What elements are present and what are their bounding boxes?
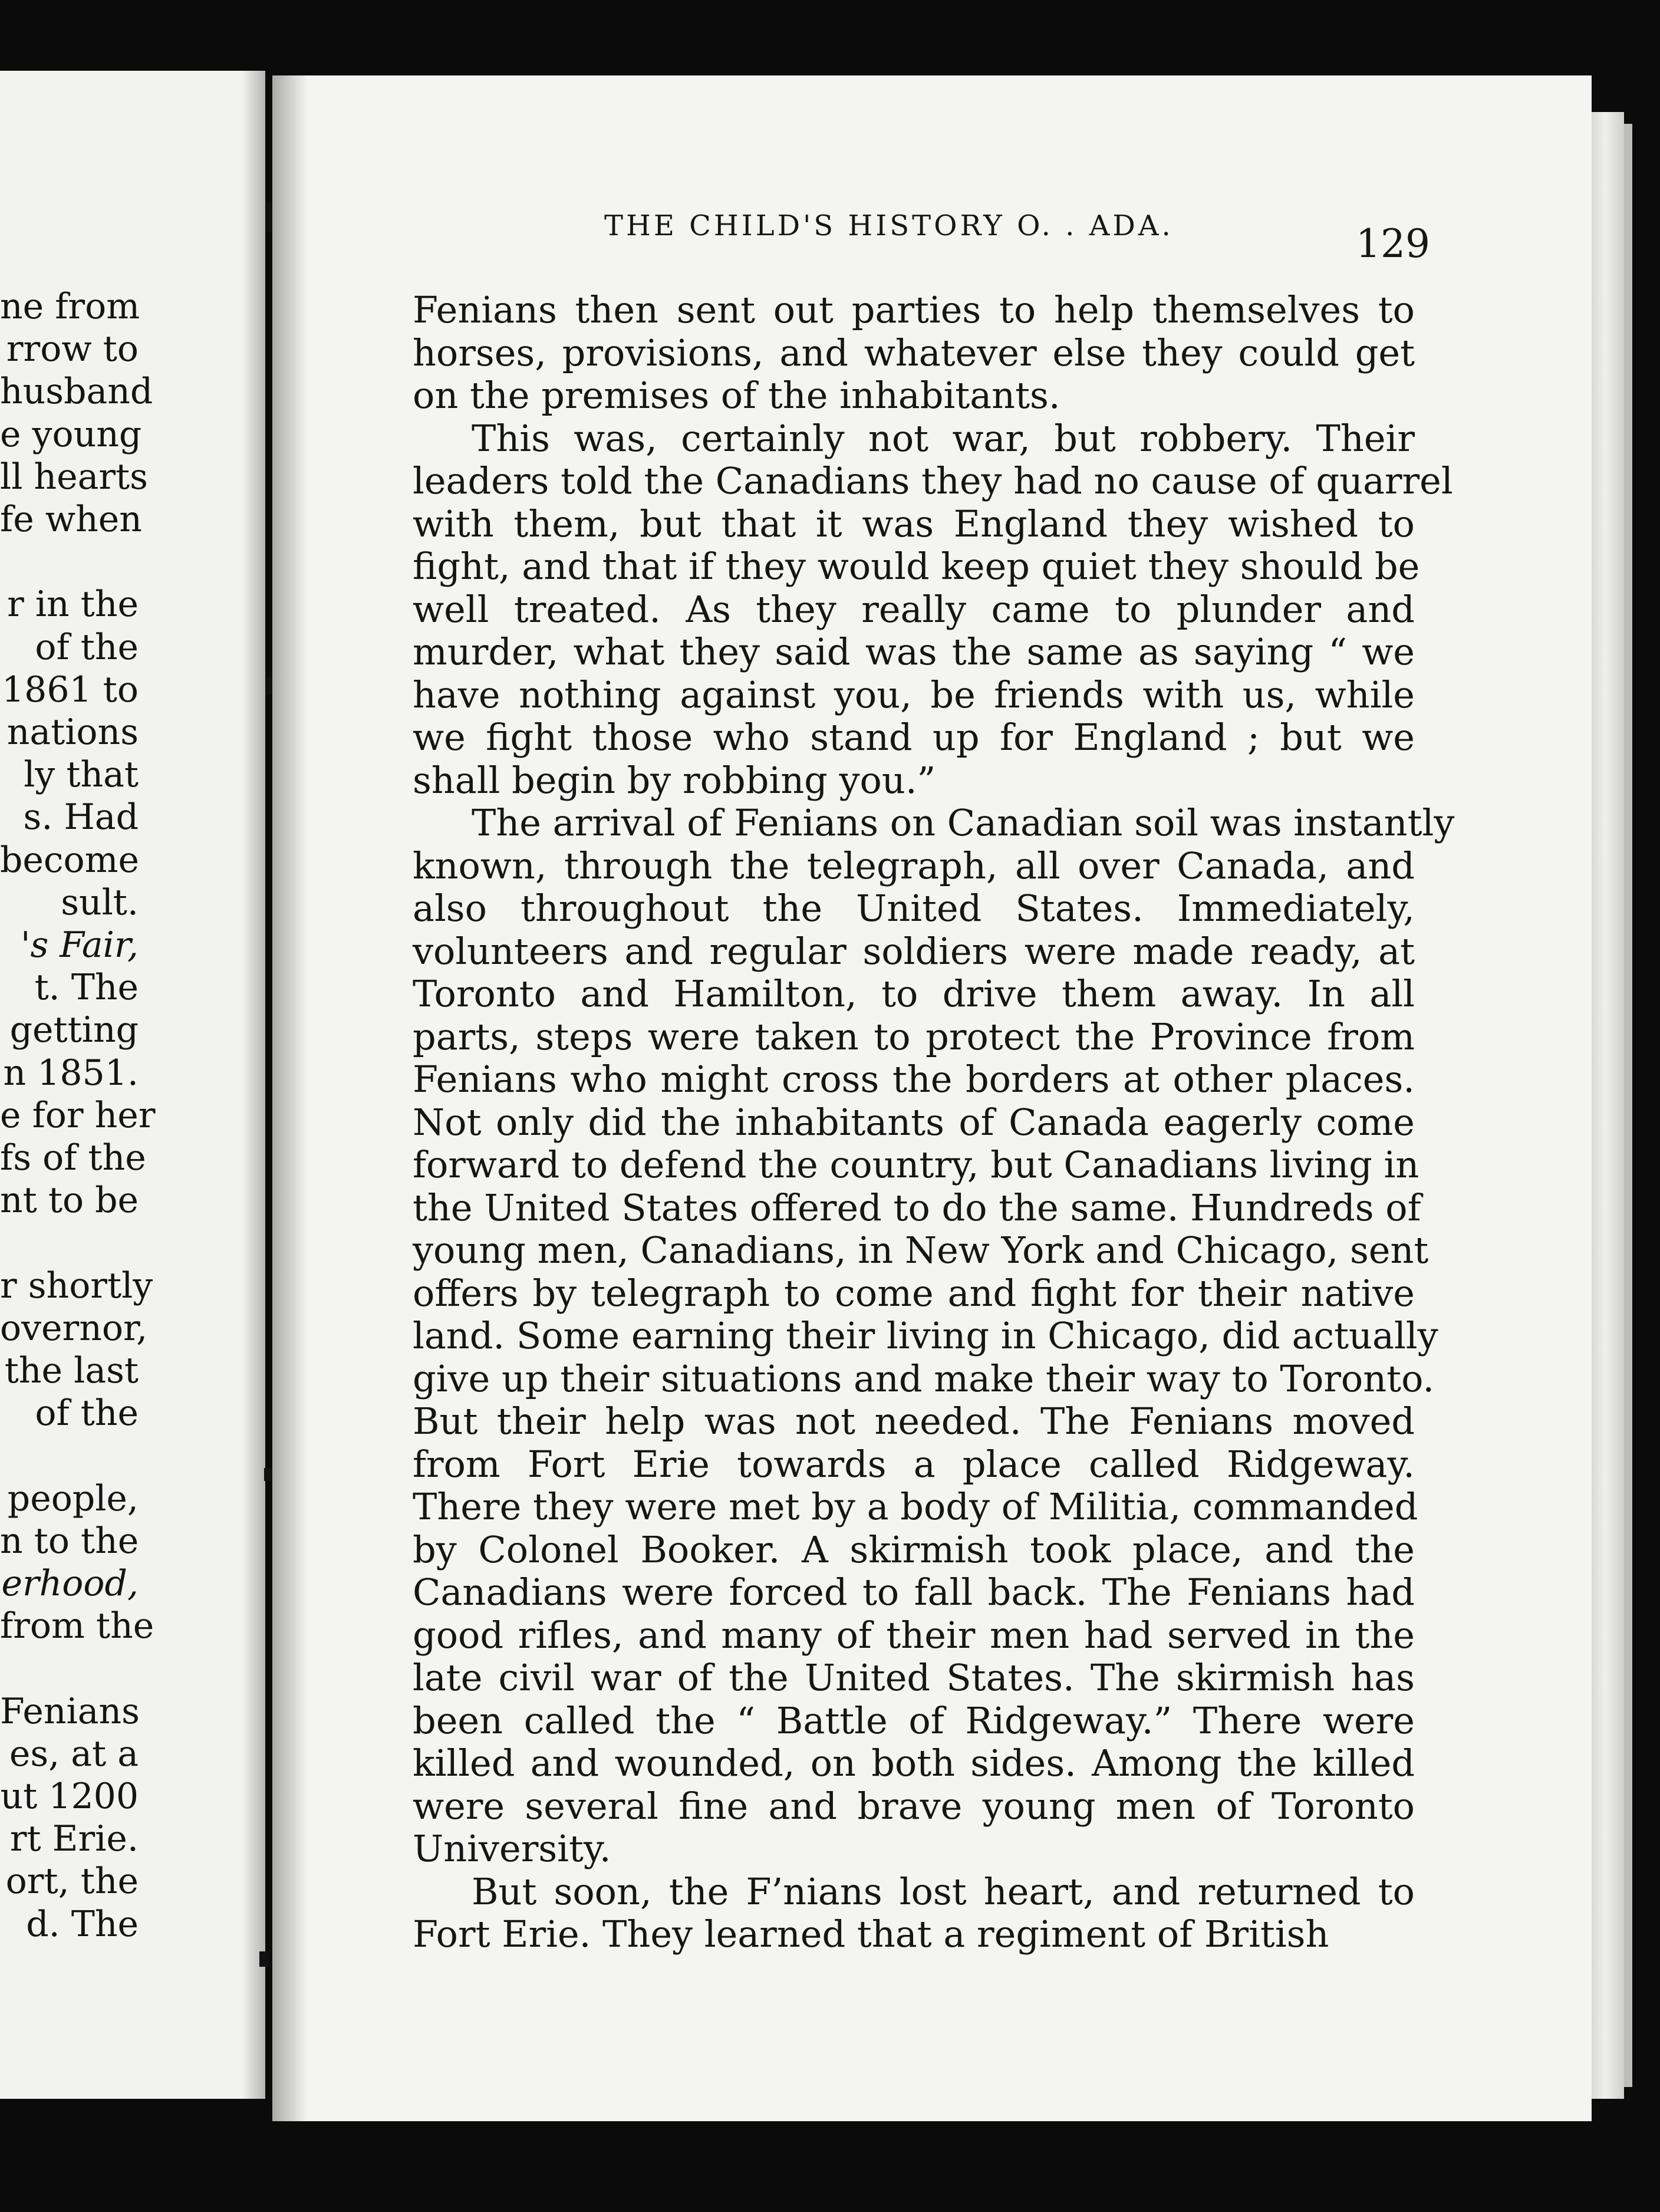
previous-page-line: d. The — [26, 1903, 139, 1945]
previous-page-line: people, — [7, 1477, 139, 1519]
text-line: Fort Erie. They learned that a regiment of British — [413, 1913, 1329, 1956]
text-line: on the premises of the inhabitants. — [413, 374, 1060, 417]
text-line: parts, steps were taken to protect the Province from — [413, 1015, 1415, 1058]
text-line: the United States offered to do the same. Hundreds of — [413, 1186, 1421, 1229]
page-number: 129 — [1356, 221, 1430, 266]
text-line: late civil war of the United States. The skirmish has — [413, 1656, 1415, 1699]
spine-shadow — [272, 75, 308, 2121]
previous-page-line: sult. — [61, 881, 139, 923]
previous-page-line: nations — [6, 712, 139, 753]
text-line: murder, what they said was the same as saying “ we — [413, 630, 1415, 673]
page-body-text — [413, 288, 1455, 1956]
text-line: young men, Canadians, in New York and Chicago, sent — [413, 1229, 1429, 1272]
previous-page-line: r shortly — [0, 1265, 153, 1306]
previous-page-line: husband — [0, 371, 153, 413]
previous-page-line: overnor, — [0, 1307, 148, 1349]
text-line: The arrival of Fenians on Canadian soil was instantly — [472, 801, 1455, 844]
text-line: give up their situations and make their way to Toronto. — [413, 1357, 1435, 1400]
text-line: Fenians then sent out parties to help themselves to — [413, 288, 1415, 331]
text-line: by Colonel Booker. A skirmish took place, and the — [413, 1528, 1415, 1571]
text-line: University. — [413, 1827, 611, 1870]
previous-page-line: nt to be — [0, 1180, 139, 1222]
previous-page-line: e for her — [0, 1094, 156, 1136]
text-line: have nothing against you, be friends with us, while — [413, 673, 1415, 716]
text-line: well treated. As they really came to plunder and — [413, 587, 1415, 631]
text-line: volunteers and regular soldiers were made ready, at — [413, 929, 1415, 973]
previous-page-line: r in the — [7, 584, 139, 626]
text-line: we fight those who stand up for England ; but we — [413, 716, 1415, 759]
previous-page-line: rrow to — [6, 328, 139, 370]
page-gutter-shadow — [242, 71, 265, 2099]
previous-page-line: become — [0, 839, 140, 881]
previous-page-line: t. The — [34, 967, 139, 1009]
text-line: land. Some earning their living in Chicago, did actually — [413, 1314, 1438, 1357]
text-line: Not only did the inhabitants of Canada eagerly come — [413, 1100, 1415, 1144]
previous-page-line: 1861 to — [1, 669, 139, 710]
previous-page-line: es, at a — [9, 1733, 139, 1775]
previous-page-line: rt Erie. — [9, 1818, 139, 1860]
page-edge — [1592, 112, 1624, 2099]
previous-page-line: of the — [35, 626, 139, 668]
text-line: leaders told the Canadians they had no cause of quarrel — [413, 459, 1453, 502]
text-line: horses, provisions, and whatever else they could get — [413, 331, 1415, 374]
text-line: But their help was not needed. The Fenians moved — [413, 1400, 1415, 1443]
text-line: killed and wounded, on both sides. Among the killed — [413, 1742, 1415, 1785]
text-line: forward to defend the country, but Canadians living in — [413, 1143, 1419, 1186]
binding-mark — [259, 1951, 269, 1967]
text-line: good rifles, and many of their men had served in the — [413, 1613, 1415, 1657]
previous-page-line: 's Fair, — [20, 924, 139, 966]
previous-page-line: ly that — [24, 754, 139, 796]
previous-page-line: ne from — [0, 286, 140, 327]
previous-page-line: from the — [0, 1605, 154, 1647]
previous-page-line: fe when — [0, 499, 142, 540]
previous-page-line: fs of the — [0, 1137, 146, 1179]
text-line: shall begin by robbing you.” — [413, 758, 936, 802]
previous-page-line: getting — [9, 1009, 139, 1051]
text-line: were several fine and brave young men of Toronto — [413, 1784, 1415, 1828]
text-line: Toronto and Hamilton, to drive them away. In all — [413, 972, 1415, 1015]
text-line: This was, certainly not war, but robbery. Their — [472, 416, 1415, 460]
page-edge-stack — [1624, 124, 1632, 2087]
text-line: from Fort Erie towards a place called Ridgeway. — [413, 1442, 1415, 1486]
text-line: with them, but that it was England they wished to — [413, 502, 1415, 545]
previous-page-line: e young — [0, 413, 142, 455]
text-line: fight, and that if they would keep quiet they should be — [413, 545, 1420, 588]
previous-page-line: ort, the — [5, 1861, 139, 1902]
previous-page-line: s. Had — [23, 796, 139, 838]
previous-page-line: n 1851. — [3, 1052, 139, 1094]
text-line: known, through the telegraph, all over Canada, and — [413, 844, 1415, 887]
previous-page-line: n to the — [0, 1520, 139, 1562]
previous-page-line: Fenians — [0, 1690, 140, 1732]
running-header: THE CHILD'S HISTORY O. . ADA. — [604, 209, 1174, 242]
text-line: Canadians were forced to fall back. The Fenians had — [413, 1571, 1415, 1614]
text-line: offers by telegraph to come and fight for their native — [413, 1271, 1415, 1315]
previous-page-line: the last — [4, 1350, 139, 1391]
previous-page-line: ut 1200 — [0, 1776, 139, 1817]
text-line: also throughout the United States. Immediately, — [413, 887, 1415, 930]
previous-page-line: of the — [35, 1393, 139, 1434]
previous-page-line: erhood, — [1, 1563, 139, 1604]
text-line: There they were met by a body of Militia, commanded — [413, 1485, 1418, 1528]
text-line: Fenians who might cross the borders at other places. — [413, 1058, 1415, 1101]
previous-page-line: ll hearts — [0, 456, 148, 498]
text-line: But soon, the F’nians lost heart, and returned to — [472, 1869, 1415, 1913]
text-line: been called the “ Battle of Ridgeway.” There were — [413, 1698, 1415, 1742]
